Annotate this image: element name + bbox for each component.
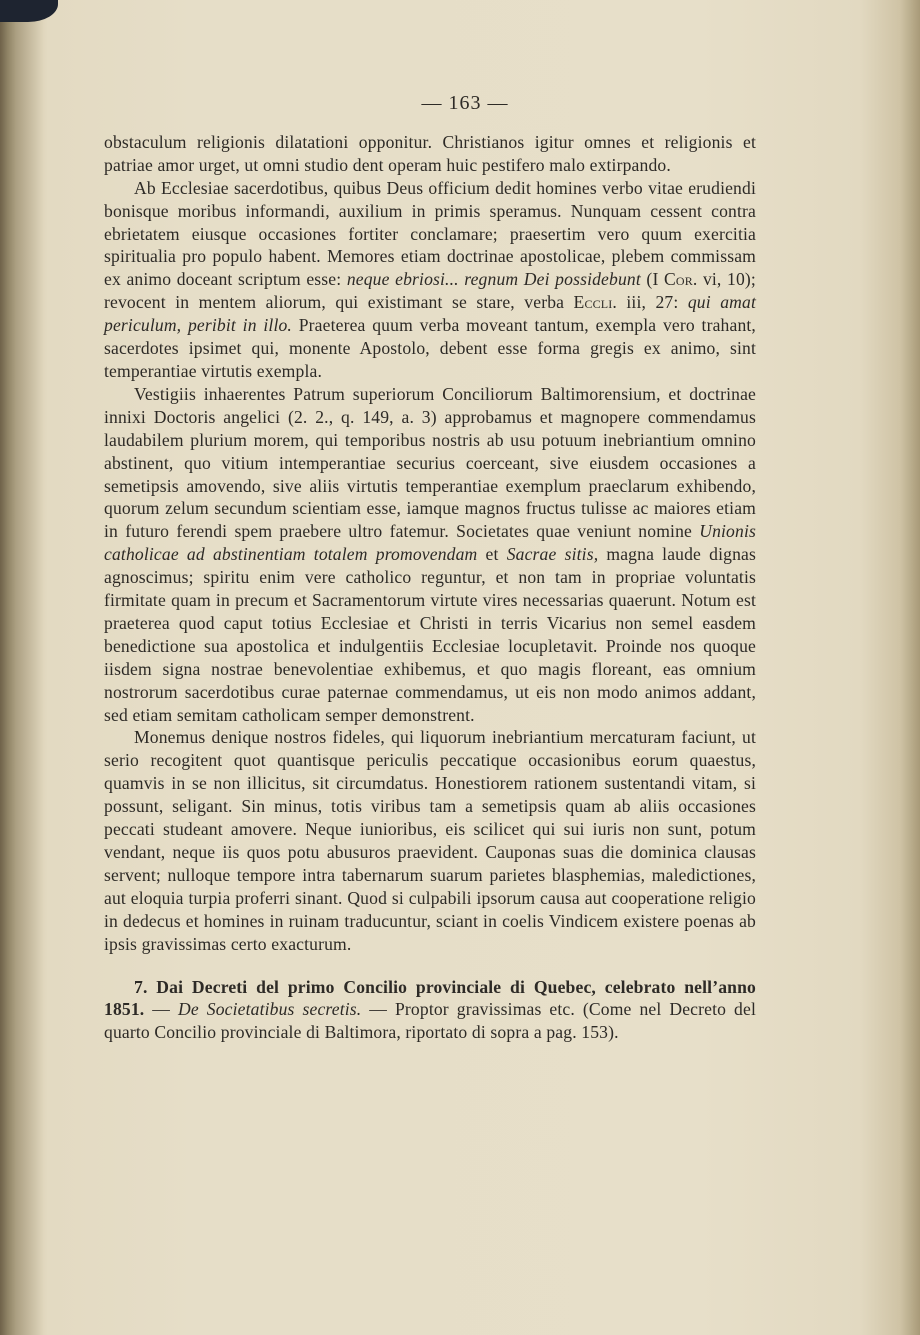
italic-text: qui amat periculum, peribit in illo. [104, 292, 756, 336]
text-run: et [477, 544, 507, 565]
small-caps-text: Cor. [664, 269, 698, 290]
page-number: — 163 — [421, 92, 509, 114]
binding-shadow [0, 0, 44, 1335]
section-body: Proptor gravissimas etc. (Come nel Decreto del quarto Concilio provinciale di Baltimora, riportato di sopra a pag. 153). [104, 999, 756, 1043]
section-7 [104, 976, 756, 1045]
italic-text: neque ebriosi... regnum Dei possidebunt [346, 269, 641, 290]
section-heading: 7. Dai Decreti del primo Concilio provinciale di Quebec, celebrato nell’anno 1851. [104, 976, 756, 1020]
paragraph-list [104, 131, 756, 956]
text-run: Praeterea quum verba moveant tantum, exempla vero trahant, sacerdotes ipsimet qui, monente Apostolo, debent esse forma gregis ex animo, sint temperantiae virtutis exempla. [104, 315, 756, 381]
section-dash: — [144, 999, 178, 1020]
paragraph-p1 [104, 131, 756, 177]
section-subtitle: De Societatibus secretis. [177, 999, 362, 1020]
text-run: Monemus denique nostros fideles, qui liquorum inebriantium mercaturam faciunt, ut serio recogitent quot quantisque periculis peccatique occasionibus eorum quaestus, quamvis in se non illicitus, sit circumdatus. Honestiorem rationem sustentandi vitam, si possunt, seligant. Sin minus, totis viribus tam a semetipsis quam ab aliis occasiones peccati studeant amovere. Neque iunioribus, eis scilicet qui sui iuris non sunt, potum vendant, neque iis quos potu abusuros praevident. Cauponas suas die dominica clausas servent; nulloque tempore intra tabernarum suarum parietes blasphemias, maledictiones, aut eloquia turpia proferri sinant. Quod si culpabili ipsorum causa aut cooperatione religio in dedecus et homines in ruinam traducuntur, sciant in coelis Vindicem existere poenas ab ipsis gravissimas certo exacturum. [104, 727, 756, 954]
text-run: Vestigiis inhaerentes Patrum superiorum Conciliorum Baltimorensium, et doctrinae innixi Doctoris angelici (2. 2., q. 149, a. 3) approbamus et magnopere commendamus laudabilem plurium morem, qui temporibus nostris ab usu potuum inebriantium omnino abstinent, quo vitium intemperantiae securius coerceant, sive eiusdem occasiones a semetipsis amovendo, sive aliis virtutis temperantiae exemplum praeclarum exhibendo, quorum zelum secundum scientiam esse, iamque magnos fructus tulisse ac maiores etiam in futuro ferendi spem praebere ultro fatemur. Societates quae veniunt nomine [104, 383, 756, 542]
italic-text: Unionis catholicae ad abstinentiam totalem promovendam [104, 521, 756, 565]
scan-corner-mark [0, 0, 58, 22]
italic-text: Sacrae sitis, [506, 544, 599, 565]
text-run: Ab Ecclesiae sacerdotibus, quibus Deus officium dedit homines verbo vitae erudiendi bonisque moribus informandi, auxilium in primis speramus. Nunquam cessent contra ebrietatem eiusque occasiones fortiter conclamare; praesertim vero quum exercitia spiritualia pro populo habent. Memores etiam doctrinae apostolicae, plebem commissam ex animo doceant scriptum esse: [104, 177, 756, 290]
text-run: obstaculum religionis dilatationi opponitur. Christianos igitur omnes et religionis et patriae amor urget, ut omni studio dent operam huic pestifero malo extirpando. [104, 131, 756, 175]
section-dash: — [361, 999, 395, 1020]
paragraph-p4 [104, 726, 756, 955]
page-body [104, 92, 756, 1044]
paragraph-p3 [104, 383, 756, 727]
paragraph-p2 [104, 177, 756, 383]
text-run: iii, 27: [616, 292, 688, 313]
text-run: vi, 10); revocent in mentem aliorum, qui existimant se stare, verba [104, 269, 756, 313]
text-run: (I [640, 269, 664, 290]
small-caps-text: Eccli. [573, 292, 617, 313]
text-run: magna laude dignas agnoscimus; spiritu enim vere catholico reguntur, et non tam in propriae voluntatis firmitate quam in precum et Sacramentorum virtute vires necessarias quaerunt. Notum est praeterea quod caput totius Ecclesiae et Christi in terris Vicarius non semel easdem benedictione sua apostolica et indulgentiis Ecclesiae locupletavit. Proinde nos quoque iisdem signa nostrae benevolentiae exhibemus, et quo magis floreant, eas omnium nostrorum sacerdotibus curae paternae commendamus, ut eis non modo animos addant, sed etiam semitam catholicam semper demonstrent. [104, 544, 756, 725]
